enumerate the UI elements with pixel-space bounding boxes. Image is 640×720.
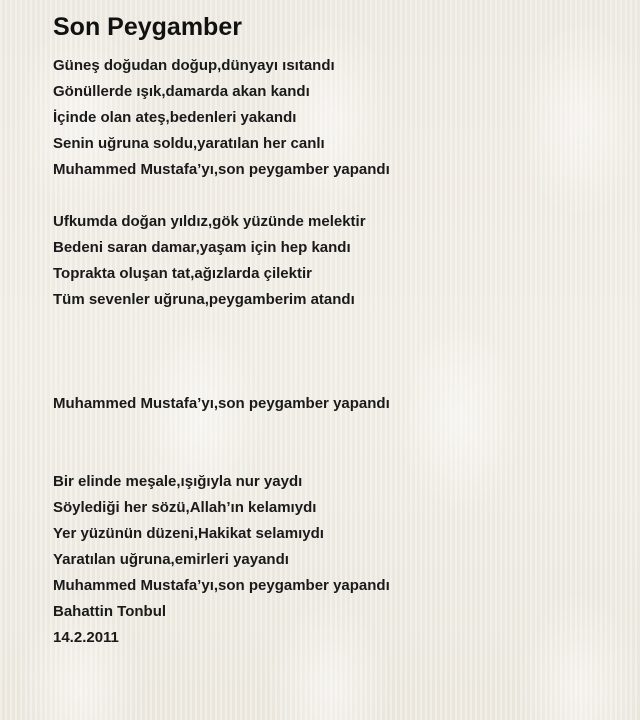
stanza-2 [53, 209, 613, 313]
stanza-1 [53, 53, 613, 183]
poem-line: Yaratılan uğruna,emirleri yayandı [53, 551, 289, 568]
poem-line: Bedeni saran damar,yaşam için hep kandı [53, 239, 351, 256]
poem-line: Ufkumda doğan yıldız,gök yüzünde melektir [53, 213, 366, 230]
poem-line: Güneş doğudan doğup,dünyayı ısıtandı [53, 57, 335, 74]
poem-line: İçinde olan ateş,bedenleri yakandı [53, 109, 297, 126]
poem-line: Muhammed Mustafa’yı,son peygamber yapandı [53, 161, 390, 178]
stanza-3 [53, 469, 613, 599]
stanza-gap [53, 417, 613, 469]
poem-line: Senin uğruna soldu,yaratılan her canlı [53, 135, 325, 152]
poem-date: 14.2.2011 [53, 629, 119, 646]
poem-line: Toprakta oluşan tat,ağızlarda çilektir [53, 265, 312, 282]
poem-title: Son Peygamber [53, 13, 242, 41]
poem-line: Gönüllerde ışık,damarda akan kandı [53, 83, 310, 100]
poem-line: Bir elinde meşale,ışığıyla nur yaydı [53, 473, 303, 490]
poem-line: Muhammed Mustafa’yı,son peygamber yapandı [53, 577, 390, 594]
stanza-gap [53, 313, 613, 391]
poem-body [53, 53, 613, 651]
poem-author: Bahattin Tonbul [53, 603, 167, 620]
poem-line: Söylediği her sözü,Allah’ın kelamıydı [53, 499, 317, 516]
stanza-gap [53, 183, 613, 209]
poem-line: Tüm sevenler uğruna,peygamberim atandı [53, 291, 355, 308]
poem-line: Yer yüzünün düzeni,Hakikat selamıydı [53, 525, 324, 542]
poem-refrain: Muhammed Mustafa’yı,son peygamber yapandı [53, 395, 390, 412]
